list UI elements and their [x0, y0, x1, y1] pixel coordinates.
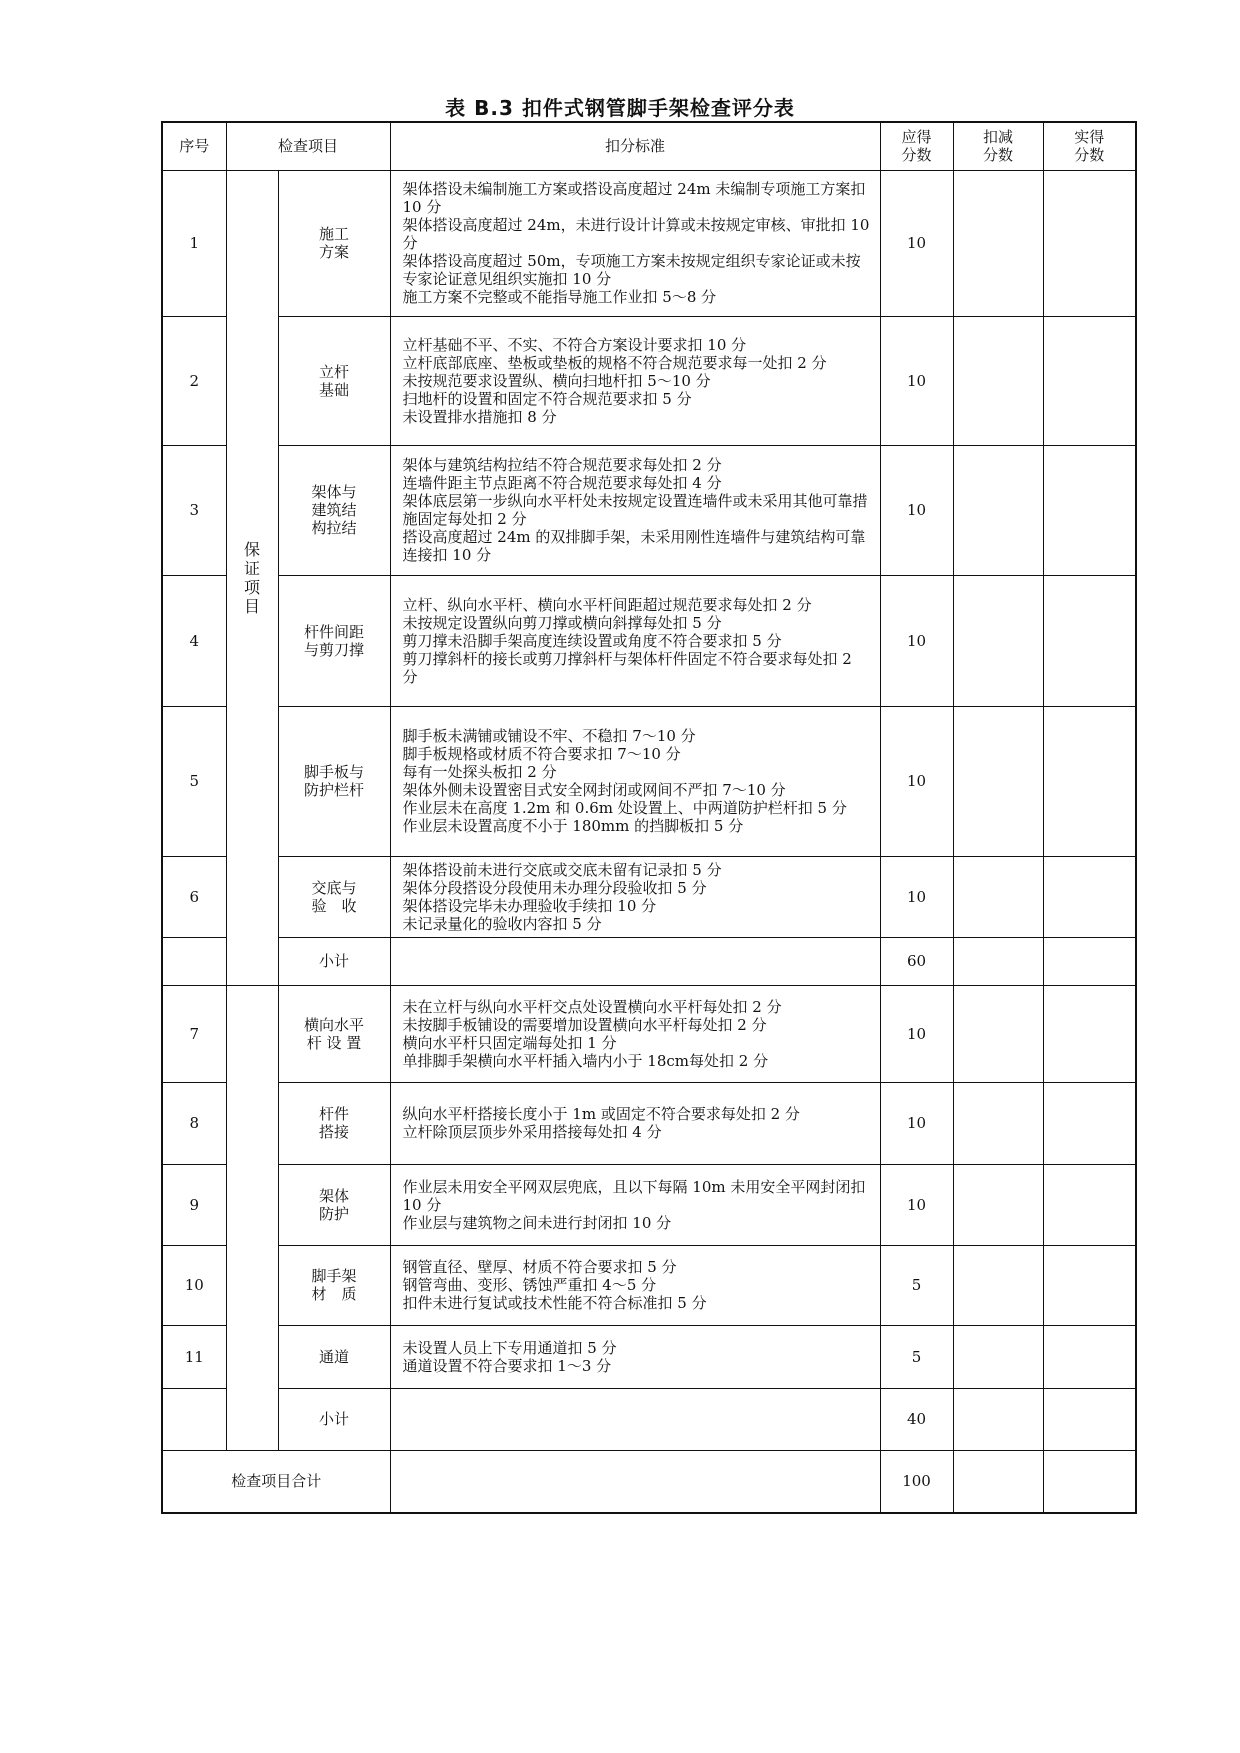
row-criteria: 架体搭设前未进行交底或交底未留有记录扣 5 分 架体分段搭设分段使用未办理分段验收扣 5 分 架体搭设完毕未办理验收手续扣 10 分 未记录量化的验收内容扣 5 分 [390, 856, 880, 937]
row-deduct-score[interactable] [953, 1082, 1043, 1164]
row-should-score: 10 [880, 316, 953, 445]
row-seq: 5 [162, 706, 226, 856]
header-deduct-score: 扣减 分数 [953, 122, 1043, 170]
table-row [162, 575, 1136, 706]
row-item-name: 通道 [278, 1325, 390, 1388]
header-criteria: 扣分标准 [390, 122, 880, 170]
row-deduct-score[interactable] [953, 937, 1043, 985]
table-row [162, 1325, 1136, 1388]
row-actual-score[interactable] [1043, 170, 1136, 316]
row-criteria: 纵向水平杆搭接长度小于 1m 或固定不符合要求每处扣 2 分 立杆除顶层顶步外采用搭接每处扣 4 分 [390, 1082, 880, 1164]
group-guarantee-items [226, 170, 278, 985]
row-criteria [390, 1388, 880, 1450]
total-deduct-score[interactable] [953, 1450, 1043, 1513]
row-should-score: 10 [880, 1082, 953, 1164]
total-criteria [390, 1450, 880, 1513]
row-deduct-score[interactable] [953, 1245, 1043, 1325]
row-deduct-score[interactable] [953, 1388, 1043, 1450]
header-actual-score: 实得 分数 [1043, 122, 1136, 170]
table-row [162, 1082, 1136, 1164]
row-seq: 1 [162, 170, 226, 316]
row-item-name: 杆件间距 与剪刀撑 [278, 575, 390, 706]
row-deduct-score[interactable] [953, 170, 1043, 316]
table-row [162, 856, 1136, 937]
row-deduct-score[interactable] [953, 316, 1043, 445]
row-criteria: 架体与建筑结构拉结不符合规范要求每处扣 2 分 连墙件距主节点距离不符合规范要求每处扣 4 分 架体底层第一步纵向水平杆处未按规定设置连墙件或未采用其他可靠措施固定每处扣 2 分 搭设高度超过 24m 的双排脚手架，未采用刚性连墙件与建筑结构可靠连接扣 10 分 [390, 445, 880, 575]
row-item-name: 脚手板与 防护栏杆 [278, 706, 390, 856]
total-label: 检查项目合计 [162, 1450, 390, 1513]
table-row [162, 1245, 1136, 1325]
row-deduct-score[interactable] [953, 856, 1043, 937]
row-actual-score[interactable] [1043, 1082, 1136, 1164]
row-criteria: 作业层未用安全平网双层兜底，且以下每隔 10m 未用安全平网封闭扣 10 分 作业层与建筑物之间未进行封闭扣 10 分 [390, 1164, 880, 1245]
table-row [162, 445, 1136, 575]
row-should-score: 5 [880, 1325, 953, 1388]
total-actual-score[interactable] [1043, 1450, 1136, 1513]
row-should-score: 10 [880, 706, 953, 856]
row-seq: 10 [162, 1245, 226, 1325]
row-should-score: 10 [880, 1164, 953, 1245]
row-criteria: 钢管直径、壁厚、材质不符合要求扣 5 分 钢管弯曲、变形、锈蚀严重扣 4～5 分 扣件未进行复试或技术性能不符合标准扣 5 分 [390, 1245, 880, 1325]
row-should-score: 10 [880, 575, 953, 706]
row-criteria: 脚手板未满铺或铺设不牢、不稳扣 7～10 分 脚手板规格或材质不符合要求扣 7～10 分 每有一处探头板扣 2 分 架体外侧未设置密目式安全网封闭或网间不严扣 7～10 分 作业层未在高度 1.2m 和 0.6m 处设置上、中两道防护栏杆扣 5 分 作业层未设置高度不小于 180mm 的挡脚板扣 5 分 [390, 706, 880, 856]
row-seq: 3 [162, 445, 226, 575]
row-should-score: 10 [880, 985, 953, 1082]
subtotal-label: 小计 [278, 1388, 390, 1450]
row-should-score: 10 [880, 445, 953, 575]
row-item-name: 脚手架 材 质 [278, 1245, 390, 1325]
row-criteria: 立杆、纵向水平杆、横向水平杆间距超过规范要求每处扣 2 分 未按规定设置纵向剪刀撑或横向斜撑每处扣 5 分 剪刀撑未沿脚手架高度连续设置或角度不符合要求扣 5 分 剪刀撑斜杆的接长或剪刀撑斜杆与架体杆件固定不符合要求每处扣 2 分 [390, 575, 880, 706]
row-actual-score[interactable] [1043, 1245, 1136, 1325]
table-title: 表 B.3 扣件式钢管脚手架检查评分表 [445, 96, 795, 120]
row-seq: 2 [162, 316, 226, 445]
row-item-name: 架体与 建筑结 构拉结 [278, 445, 390, 575]
row-deduct-score[interactable] [953, 575, 1043, 706]
row-item-name: 立杆 基础 [278, 316, 390, 445]
header-row [162, 122, 1136, 170]
row-seq: 9 [162, 1164, 226, 1245]
header-seq: 序号 [162, 122, 226, 170]
row-actual-score[interactable] [1043, 1388, 1136, 1450]
table-row [162, 316, 1136, 445]
row-actual-score[interactable] [1043, 1164, 1136, 1245]
row-seq [162, 937, 226, 985]
row-actual-score[interactable] [1043, 575, 1136, 706]
subtotal-row [162, 1388, 1136, 1450]
total-score: 100 [880, 1450, 953, 1513]
row-criteria: 架体搭设未编制施工方案或搭设高度超过 24m 未编制专项施工方案扣 10 分 架体搭设高度超过 24m，未进行设计计算或未按规定审核、审批扣 10 分 架体搭设高度超过 50m，专项施工方案未按规定组织专家论证或未按专家论证意见组织实施扣 10 分 施工方案不完整或不能指导施工作业扣 5～8 分 [390, 170, 880, 316]
table-row [162, 706, 1136, 856]
row-criteria [390, 937, 880, 985]
row-seq: 8 [162, 1082, 226, 1164]
subtotal-score: 60 [880, 937, 953, 985]
row-item-name: 施工 方案 [278, 170, 390, 316]
row-actual-score[interactable] [1043, 316, 1136, 445]
total-row [162, 1450, 1136, 1513]
row-criteria: 未设置人员上下专用通道扣 5 分 通道设置不符合要求扣 1～3 分 [390, 1325, 880, 1388]
row-criteria: 立杆基础不平、不实、不符合方案设计要求扣 10 分 立杆底部底座、垫板或垫板的规格不符合规范要求每一处扣 2 分 未按规范要求设置纵、横向扫地杆扣 5～10 分 扫地杆的设置和固定不符合规范要求扣 5 分 未设置排水措施扣 8 分 [390, 316, 880, 445]
header-item: 检查项目 [226, 122, 390, 170]
row-should-score: 5 [880, 1245, 953, 1325]
row-item-name: 交底与 验 收 [278, 856, 390, 937]
row-deduct-score[interactable] [953, 445, 1043, 575]
subtotal-row [162, 937, 1136, 985]
row-item-name: 杆件 搭接 [278, 1082, 390, 1164]
row-deduct-score[interactable] [953, 1325, 1043, 1388]
row-seq: 7 [162, 985, 226, 1082]
score-table [161, 121, 1137, 1514]
row-deduct-score[interactable] [953, 985, 1043, 1082]
row-seq: 4 [162, 575, 226, 706]
row-seq: 6 [162, 856, 226, 937]
row-actual-score[interactable] [1043, 937, 1136, 985]
header-should-score: 应得 分数 [880, 122, 953, 170]
row-item-name: 架体 防护 [278, 1164, 390, 1245]
row-actual-score[interactable] [1043, 445, 1136, 575]
row-actual-score[interactable] [1043, 1325, 1136, 1388]
row-item-name: 横向水平 杆 设 置 [278, 985, 390, 1082]
row-actual-score[interactable] [1043, 856, 1136, 937]
row-actual-score[interactable] [1043, 706, 1136, 856]
row-actual-score[interactable] [1043, 985, 1136, 1082]
row-deduct-score[interactable] [953, 1164, 1043, 1245]
group-general-items [226, 985, 278, 1450]
row-seq [162, 1388, 226, 1450]
row-deduct-score[interactable] [953, 706, 1043, 856]
group-label: 保 证 项 目 [243, 539, 260, 616]
table-row [162, 1164, 1136, 1245]
subtotal-label: 小计 [278, 937, 390, 985]
row-should-score: 10 [880, 856, 953, 937]
row-should-score: 10 [880, 170, 953, 316]
table-row [162, 985, 1136, 1082]
table-row [162, 170, 1136, 316]
row-seq: 11 [162, 1325, 226, 1388]
row-criteria: 未在立杆与纵向水平杆交点处设置横向水平杆每处扣 2 分 未按脚手板铺设的需要增加设置横向水平杆每处扣 2 分 横向水平杆只固定端每处扣 1 分 单排脚手架横向水平杆插入墙内小于 18cm每处扣 2 分 [390, 985, 880, 1082]
subtotal-score: 40 [880, 1388, 953, 1450]
